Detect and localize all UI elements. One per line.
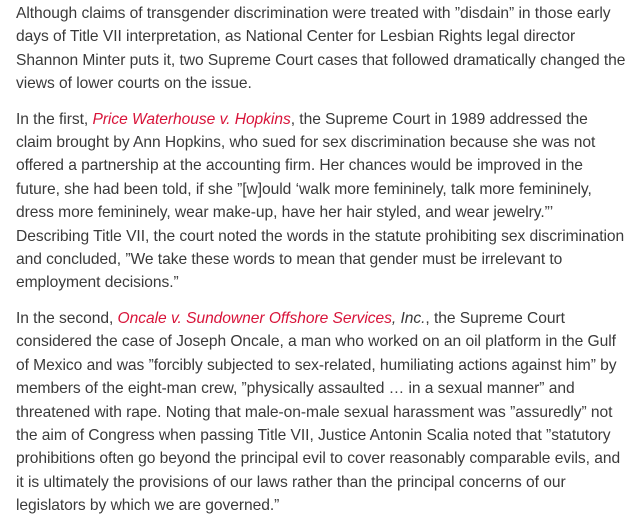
- oncale-case-suffix: , Inc.: [391, 309, 426, 327]
- paragraph-body: , the Supreme Court considered the case of Joseph Oncale, a man who worked on an oil platform in the Gulf of Mexico and was ”forcibly subjected to sex-related, humiliating actions against him” by members of the eight-man crew, ”physically assaulted … in a sexual manner” and threatened with rape. Noting that male-on-male sexual harassment was ”assuredly” not the aim of Congress when passing Title VII, Justice Antonin Scalia noted that ”statutory prohibitions often go beyond the principal evil to cover reasonably comparable evils, and it is ultimately the provisions of our laws rather than the principal concerns of our legislators by which we are governed.”: [16, 309, 621, 515]
- paragraph-body: , the Supreme Court in 1989 addressed the claim brought by Ann Hopkins, who sued for sex discrimination because she was not offered a partnership at the accounting firm. Her chances would be improved in the future, she had been told, if she ”[w]ould ‘walk more femininely, talk more femininely, dress more femininely, wear make-up, have her hair styled, and wear jewelry.”’ Describing Title VII, the court noted the words in the statute prohibiting sex discrimination and concluded, ”We take these words to mean that gender must be irrelevant to employment decisions.”: [16, 110, 625, 292]
- paragraph-oncale: [16, 307, 628, 518]
- oncale-case-link[interactable]: Oncale v. Sundowner Offshore Services: [117, 309, 392, 327]
- article-body: [16, 2, 628, 530]
- price-waterhouse-case-link[interactable]: Price Waterhouse v. Hopkins: [92, 110, 291, 128]
- paragraph-lead-in: In the first,: [16, 110, 93, 128]
- paragraph-lead-in: In the second,: [16, 309, 118, 327]
- paragraph-price-waterhouse: [16, 108, 628, 295]
- paragraph-intro-text: Although claims of transgender discrimination were treated with ”disdain” in those early days of Title VII interpretation, as National Center for Lesbian Rights legal director Shannon Minter puts it, two Supreme Court cases that followed dramatically changed the views of lower courts on the issue.: [16, 5, 626, 93]
- paragraph-intro: [16, 2, 628, 96]
